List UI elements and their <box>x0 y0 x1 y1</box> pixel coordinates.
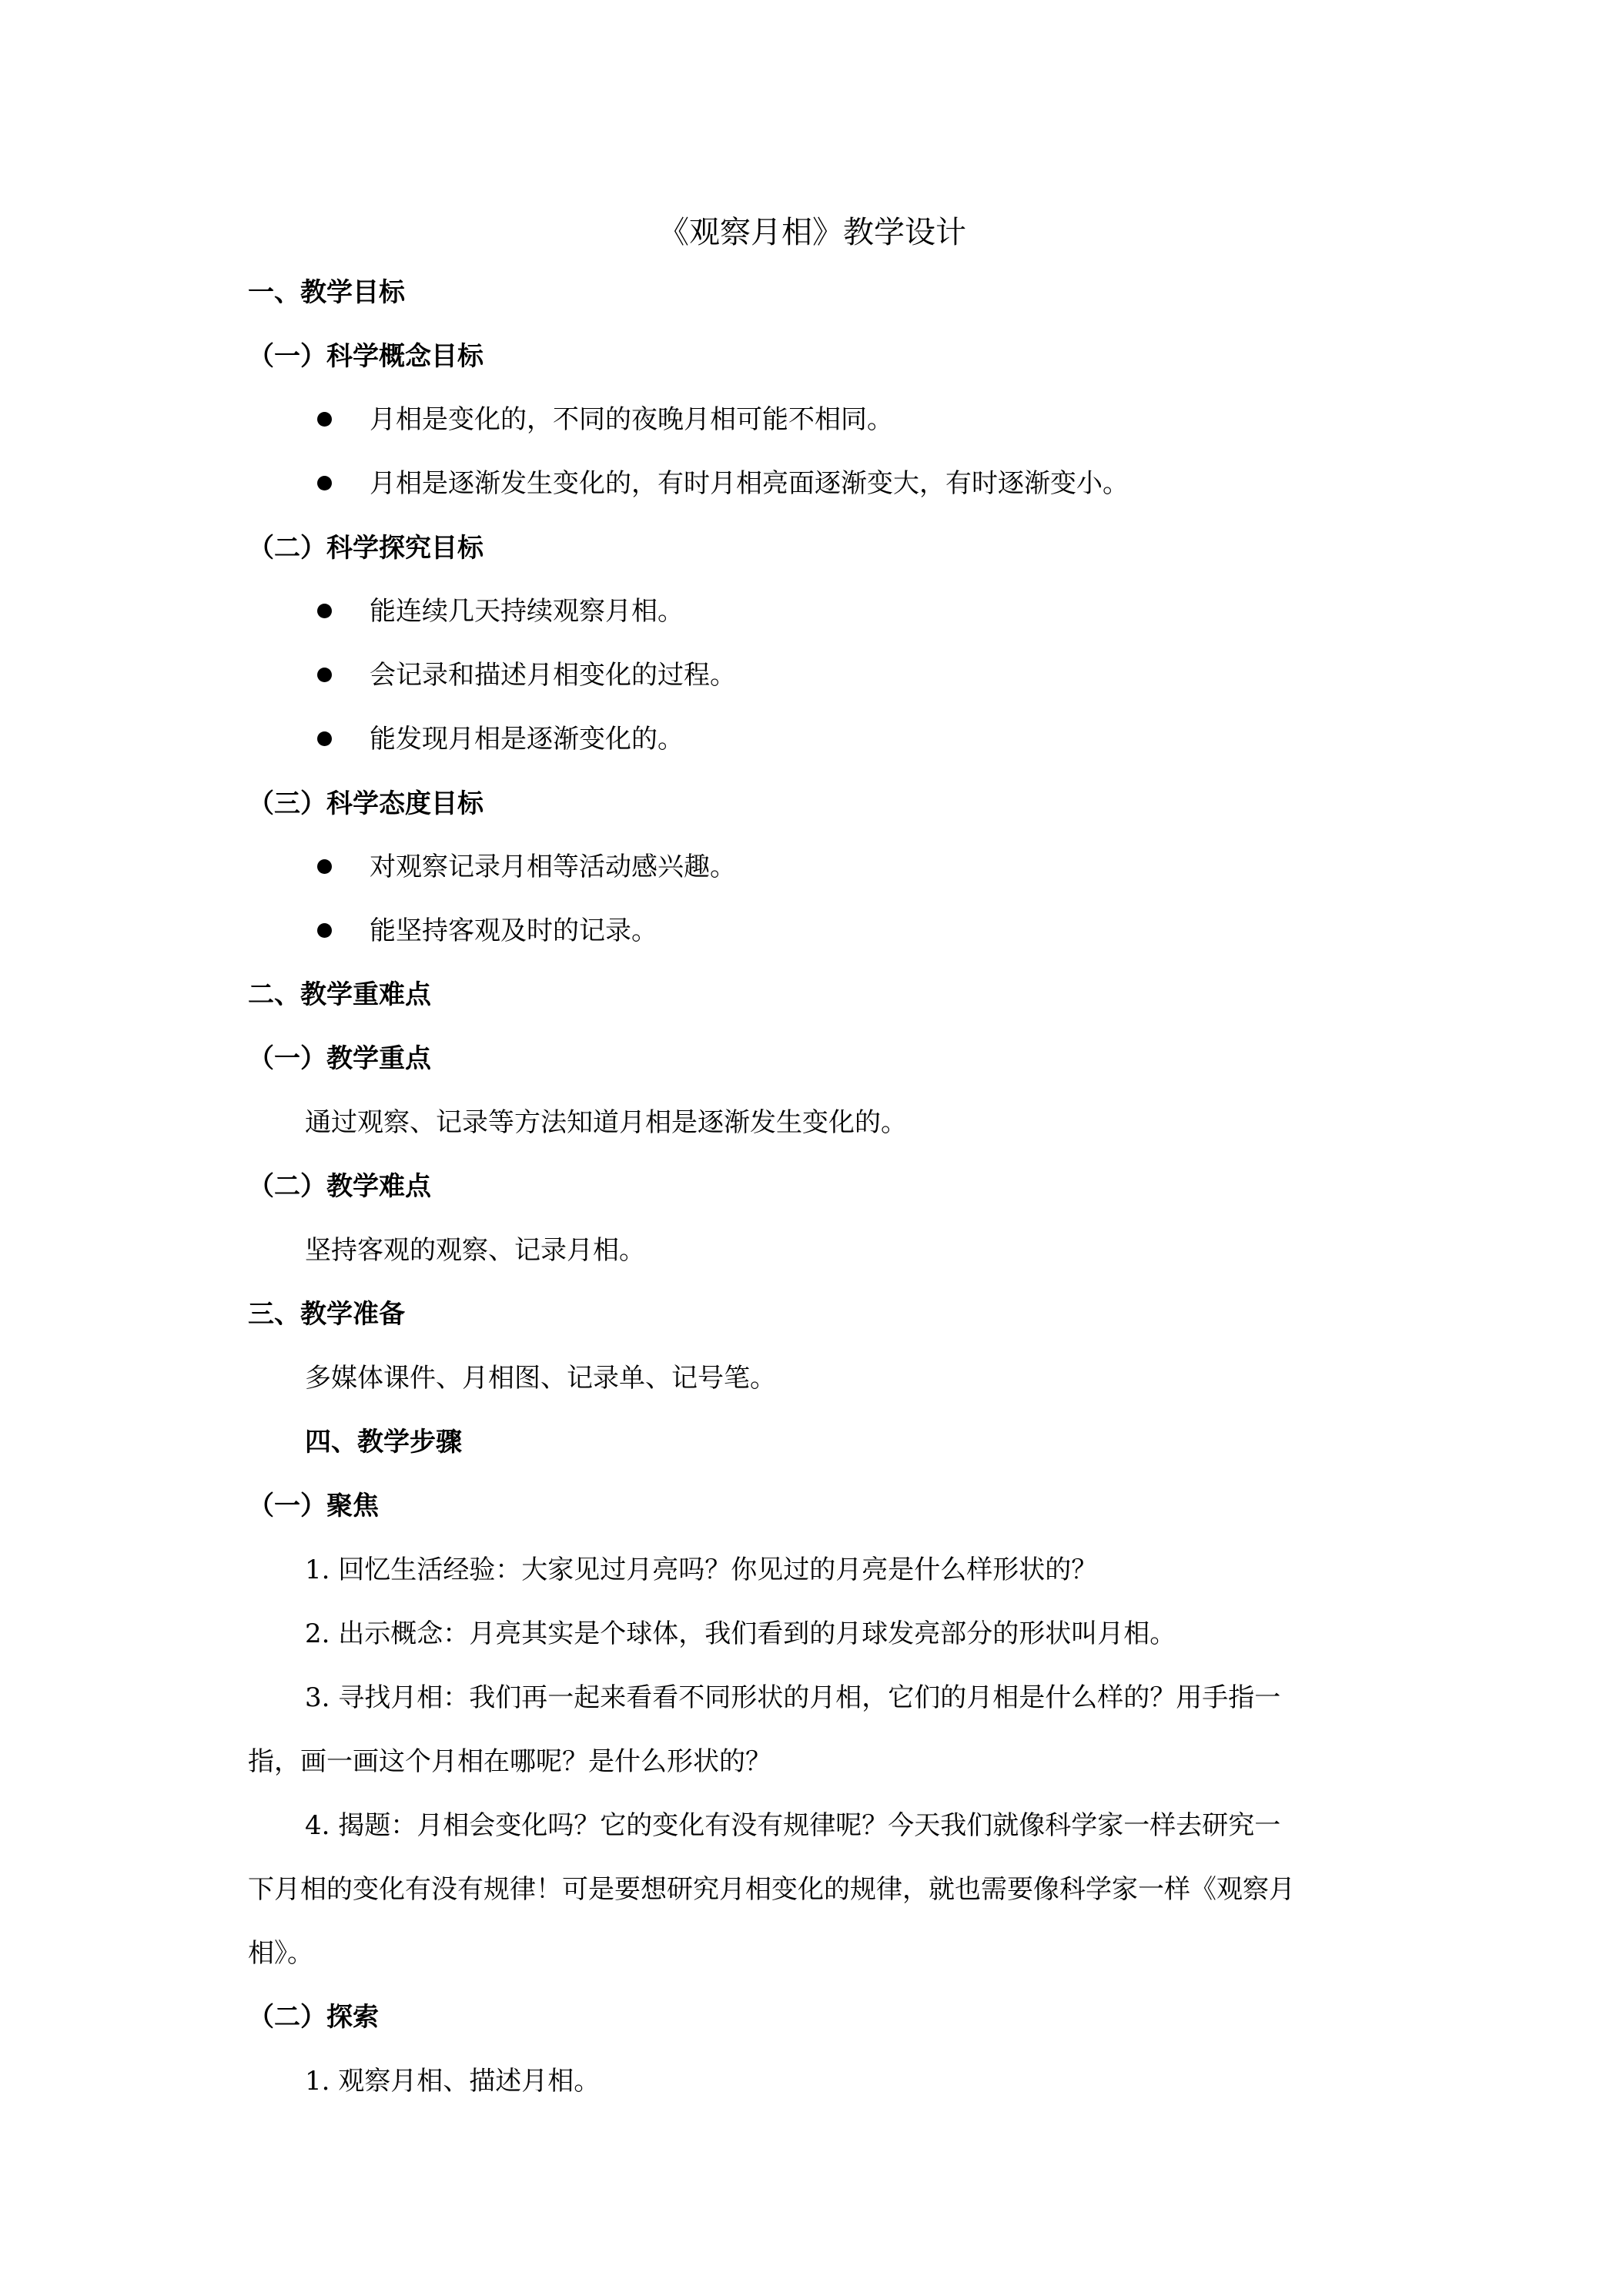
paragraph: 通过观察、记录等方法知道月相是逐渐发生变化的。 <box>305 1107 907 1138</box>
section-heading-steps: 四、教学步骤 <box>305 1427 462 1458</box>
list-item: 能连续几天持续观察月相。 <box>370 596 684 627</box>
paragraph: 指，画一画这个月相在哪呢？是什么形状的？ <box>248 1746 771 1777</box>
subsection-heading-focusing: （一）聚焦 <box>248 1491 379 1521</box>
paragraph: 坚持客观的观察、记录月相。 <box>305 1235 645 1266</box>
paragraph: 1. 回忆生活经验：大家见过月亮吗？你见过的月亮是什么样形状的？ <box>305 1555 1098 1585</box>
subsection-heading-concept: （一）科学概念目标 <box>248 341 484 372</box>
subsection-heading-inquiry: （二）科学探究目标 <box>248 533 484 564</box>
bullet-icon <box>317 923 332 938</box>
subsection-heading-focus: （一）教学重点 <box>248 1043 431 1074</box>
paragraph: 3. 寻找月相：我们再一起来看看不同形状的月相，它们的月相是什么样的？用手指一 <box>305 1682 1281 1713</box>
paragraph: 多媒体课件、月相图、记录单、记号笔。 <box>305 1363 776 1394</box>
bullet-icon <box>317 604 332 618</box>
list-item: 月相是逐渐发生变化的，有时月相亮面逐渐变大，有时逐渐变小。 <box>370 468 1129 499</box>
bullet-icon <box>317 731 332 746</box>
document-title: 《观察月相》教学设计 <box>658 215 966 250</box>
list-item: 能坚持客观及时的记录。 <box>370 915 658 946</box>
list-item: 能发现月相是逐渐变化的。 <box>370 724 684 755</box>
list-item: 会记录和描述月相变化的过程。 <box>370 660 736 691</box>
bullet-icon <box>317 859 332 874</box>
subsection-heading-explore: （二）探索 <box>248 2002 379 2033</box>
bullet-icon <box>317 668 332 682</box>
section-heading-key-points: 二、教学重难点 <box>248 979 431 1010</box>
paragraph: 1. 观察月相、描述月相。 <box>305 2066 601 2097</box>
list-item: 对观察记录月相等活动感兴趣。 <box>370 852 736 882</box>
section-heading-objectives: 一、教学目标 <box>248 277 405 308</box>
paragraph: 4. 揭题：月相会变化吗？它的变化有没有规律呢？今天我们就像科学家一样去研究一 <box>305 1810 1281 1841</box>
paragraph: 相》。 <box>248 1938 313 1969</box>
list-item: 月相是变化的，不同的夜晚月相可能不相同。 <box>370 404 893 435</box>
section-heading-preparation: 三、教学准备 <box>248 1299 405 1330</box>
bullet-icon <box>317 476 332 490</box>
subsection-heading-attitude: （三）科学态度目标 <box>248 788 484 819</box>
paragraph: 2. 出示概念：月亮其实是个球体，我们看到的月球发亮部分的形状叫月相。 <box>305 1618 1176 1649</box>
bullet-icon <box>317 412 332 427</box>
subsection-heading-difficulty: （二）教学难点 <box>248 1171 431 1202</box>
paragraph: 下月相的变化有没有规律！可是要想研究月相变化的规律，就也需要像科学家一样《观察月 <box>248 1874 1295 1905</box>
